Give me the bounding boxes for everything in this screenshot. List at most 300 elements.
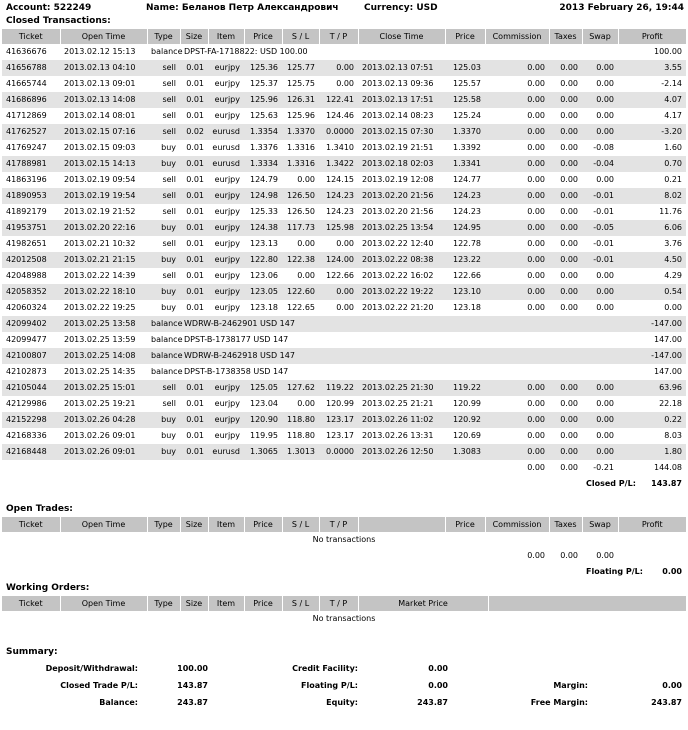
cell: 118.80 <box>282 412 319 428</box>
currency-label: Currency: USD <box>364 3 438 13</box>
cell: buy <box>161 303 176 312</box>
cell: 125.03 <box>445 60 485 76</box>
summary-label: Equity: <box>326 698 358 707</box>
cell: 4.17 <box>664 111 682 120</box>
cell: 0.01 <box>180 188 208 204</box>
cell: 0.00 <box>527 399 545 408</box>
cell: eurjpy <box>208 60 244 76</box>
summary-label: Free Margin: <box>530 698 588 707</box>
profit-cell: 147.00 <box>654 367 682 376</box>
cell: 0.01 <box>186 143 204 152</box>
cell: 0.0000 <box>319 124 358 140</box>
cell: 0.00 <box>549 156 582 172</box>
cell: 63.96 <box>618 380 686 396</box>
column-header: Size <box>180 517 208 532</box>
cell: 0.00 <box>549 380 582 396</box>
cell: 122.60 <box>282 284 319 300</box>
closed-totals-row <box>2 460 686 476</box>
cell: 0.01 <box>180 92 208 108</box>
cell: 118.80 <box>287 431 315 440</box>
cell: sell <box>147 92 180 108</box>
cell: 1.3410 <box>326 143 354 152</box>
transaction-row <box>2 412 686 428</box>
cell: eurjpy <box>214 207 240 216</box>
open-trades-title: Open Trades: <box>6 504 73 514</box>
cell: buy <box>147 220 180 236</box>
cell: eurjpy <box>214 271 240 280</box>
cell: 0.00 <box>596 111 614 120</box>
cell: 125.33 <box>250 207 278 216</box>
cell: eurjpy <box>208 188 244 204</box>
ticket-cell: 41636676 <box>6 47 47 56</box>
column-header: Taxes <box>549 29 582 44</box>
cell: 0.00 <box>527 271 545 280</box>
column-header: S / L <box>282 517 319 532</box>
open-empty-text: No transactions <box>312 535 376 544</box>
cell: 1.3392 <box>453 143 481 152</box>
transaction-row <box>2 380 686 396</box>
column-header: Close Time <box>358 29 445 44</box>
cell: 0.00 <box>664 303 682 312</box>
working-empty-text: No transactions <box>312 614 376 623</box>
closed-transactions-table <box>2 29 686 492</box>
cell: 126.50 <box>287 207 315 216</box>
closed-body <box>2 44 686 492</box>
cell: -3.20 <box>618 124 686 140</box>
cell: 0.00 <box>485 412 549 428</box>
cell: 0.01 <box>186 303 204 312</box>
transaction-row <box>2 444 686 460</box>
summary-label <box>452 660 592 677</box>
column-header: S / L <box>282 596 319 611</box>
cell: 0.00 <box>582 284 618 300</box>
cell: 0.01 <box>180 60 208 76</box>
transaction-row <box>2 124 686 140</box>
cell: 1.3013 <box>282 444 319 460</box>
type-cell: balance <box>147 348 180 364</box>
cell: 2013.02.19 12:08 <box>362 175 434 184</box>
cell: -0.05 <box>582 220 618 236</box>
cell: 42129986 <box>6 399 47 408</box>
cell: 1.3422 <box>319 156 358 172</box>
balance-row <box>2 364 686 380</box>
summary-row <box>2 694 686 711</box>
cell: 125.96 <box>244 92 282 108</box>
name-label: Name: Беланов Петр Александрович <box>146 3 339 13</box>
cell: 0.00 <box>485 220 549 236</box>
cell: 41686896 <box>2 92 60 108</box>
cell: eurusd <box>208 156 244 172</box>
cell: sell <box>162 79 176 88</box>
closed-pl-value: 143.87 <box>651 479 682 488</box>
cell: -0.01 <box>593 207 614 216</box>
summary-row <box>2 660 686 677</box>
cell: 1.3341 <box>445 156 485 172</box>
type-cell: balance <box>151 367 183 376</box>
cell: 0.01 <box>180 252 208 268</box>
cell: 122.41 <box>319 92 358 108</box>
cell: 1.3316 <box>287 143 315 152</box>
cell: 2013.02.22 12:40 <box>362 239 434 248</box>
cell: 2013.02.25 21:21 <box>362 399 434 408</box>
cell: 0.00 <box>297 271 315 280</box>
cell: 124.23 <box>445 188 485 204</box>
cell: 2013.02.22 19:25 <box>64 303 136 312</box>
cell: 120.69 <box>453 431 481 440</box>
cell: 2013.02.15 14:13 <box>60 156 147 172</box>
cell: 4.29 <box>664 271 682 280</box>
closed-total-cell: -0.21 <box>593 463 614 472</box>
cell: 2013.02.13 14:08 <box>60 92 147 108</box>
cell: 2013.02.22 14:39 <box>64 271 136 280</box>
spacer-cell <box>2 460 485 476</box>
profit-cell: -147.00 <box>618 316 686 332</box>
summary-row <box>2 677 686 694</box>
type-cell: balance <box>147 316 180 332</box>
column-header: T / P <box>319 596 358 611</box>
cell: 0.00 <box>582 60 618 76</box>
cell: 0.01 <box>186 175 204 184</box>
cell: 42012508 <box>2 252 60 268</box>
cell: 0.00 <box>485 156 549 172</box>
cell: 0.00 <box>560 79 578 88</box>
cell: 0.00 <box>527 79 545 88</box>
cell: eurjpy <box>208 92 244 108</box>
cell: 123.17 <box>319 412 358 428</box>
transaction-row <box>2 60 686 76</box>
cell: -0.08 <box>593 143 614 152</box>
cell: 125.24 <box>453 111 481 120</box>
cell: 2013.02.21 21:15 <box>60 252 147 268</box>
cell: 123.17 <box>326 431 354 440</box>
cell: 2013.02.25 15:01 <box>60 380 147 396</box>
cell: 120.99 <box>453 399 481 408</box>
cell: sell <box>147 188 180 204</box>
cell: buy <box>161 431 176 440</box>
cell: 2013.02.13 04:10 <box>60 60 147 76</box>
cell: 125.77 <box>282 60 319 76</box>
open-time-cell: 2013.02.25 13:58 <box>60 316 147 332</box>
cell: 0.00 <box>485 284 549 300</box>
cell: 119.22 <box>445 380 485 396</box>
cell: eurusd <box>212 143 240 152</box>
open-totals-row <box>2 548 686 564</box>
summary-label: Credit Facility: <box>292 664 358 673</box>
cell: 0.54 <box>618 284 686 300</box>
balance-comment-cell: DPST-FA-1718822: USD 100.00 <box>184 47 308 56</box>
cell: 125.57 <box>453 79 481 88</box>
type-cell: balance <box>151 47 183 56</box>
closed-pl-row <box>2 476 686 492</box>
transaction-row <box>2 172 686 188</box>
cell: eurjpy <box>208 220 244 236</box>
cell: 124.46 <box>326 111 354 120</box>
column-header: Swap <box>582 29 618 44</box>
column-header-blank <box>488 596 686 611</box>
cell: 1.3316 <box>282 156 319 172</box>
cell: 124.95 <box>445 220 485 236</box>
transaction-row <box>2 156 686 172</box>
summary-value <box>592 660 686 677</box>
cell: 126.50 <box>282 188 319 204</box>
transaction-row <box>2 220 686 236</box>
report-datetime: 2013 February 26, 19:44 <box>559 3 684 13</box>
cell: 3.76 <box>664 239 682 248</box>
open-time-cell: 2013.02.25 14:35 <box>64 367 136 376</box>
cell: 0.00 <box>582 444 618 460</box>
cell: 1.3370 <box>282 124 319 140</box>
cell: 1.80 <box>618 444 686 460</box>
cell: 0.00 <box>319 60 358 76</box>
cell: eurjpy <box>208 412 244 428</box>
transaction-row <box>2 92 686 108</box>
ticket-cell: 42102873 <box>6 367 47 376</box>
cell: 0.22 <box>618 412 686 428</box>
report-header <box>0 0 688 14</box>
column-header: Ticket <box>2 29 60 44</box>
cell: 123.10 <box>445 284 485 300</box>
cell: 2013.02.14 08:23 <box>362 111 434 120</box>
cell: 122.38 <box>282 252 319 268</box>
cell: 2013.02.26 13:31 <box>362 431 434 440</box>
cell: 0.00 <box>297 175 315 184</box>
cell: 0.01 <box>186 239 204 248</box>
cell: 2013.02.19 21:51 <box>362 143 434 152</box>
cell: 0.01 <box>186 79 204 88</box>
open-total-swap: 0.00 <box>596 551 614 560</box>
account-label: Account: 522249 <box>6 3 92 13</box>
cell: 117.73 <box>282 220 319 236</box>
transaction-row <box>2 252 686 268</box>
cell: 124.23 <box>319 188 358 204</box>
open-header-row <box>2 517 686 532</box>
balance-comment-cell: WDRW-B-2462918 USD 147 <box>180 348 618 364</box>
cell: 0.00 <box>582 124 618 140</box>
closed-header-row <box>2 29 686 44</box>
balance-comment-cell: DPST-B-1738358 USD 147 <box>184 367 289 376</box>
summary-value: 0.00 <box>428 681 448 690</box>
open-total-commission: 0.00 <box>527 551 545 560</box>
cell: 4.07 <box>618 92 686 108</box>
cell: 0.00 <box>527 303 545 312</box>
cell: 0.00 <box>336 79 354 88</box>
cell: 41769247 <box>6 143 47 152</box>
cell: 0.00 <box>485 92 549 108</box>
cell: 41863196 <box>6 175 47 184</box>
column-header: Swap <box>582 517 618 532</box>
cell: 0.00 <box>297 239 315 248</box>
cell: 0.00 <box>596 79 614 88</box>
cell: 2013.02.20 21:56 <box>358 188 445 204</box>
cell: 124.00 <box>319 252 358 268</box>
working-empty-row <box>2 611 686 627</box>
cell: 124.77 <box>453 175 481 184</box>
cell: 123.04 <box>250 399 278 408</box>
cell: buy <box>147 412 180 428</box>
transaction-row <box>2 268 686 284</box>
summary-label: Floating P/L: <box>301 681 358 690</box>
cell: 123.18 <box>453 303 481 312</box>
cell: 8.02 <box>618 188 686 204</box>
cell: 2013.02.25 13:54 <box>358 220 445 236</box>
cell: -0.04 <box>582 156 618 172</box>
balance-row <box>2 316 686 332</box>
cell: 124.38 <box>244 220 282 236</box>
cell: 42060324 <box>6 303 47 312</box>
cell: 122.66 <box>326 271 354 280</box>
cell: 42105044 <box>2 380 60 396</box>
cell: 41953751 <box>2 220 60 236</box>
column-header: Ticket <box>2 517 60 532</box>
cell: 1.60 <box>664 143 682 152</box>
cell: 42152298 <box>2 412 60 428</box>
cell: 1.3370 <box>445 124 485 140</box>
summary-body <box>2 660 686 711</box>
cell: 127.62 <box>282 380 319 396</box>
cell: 0.00 <box>596 431 614 440</box>
cell: 0.00 <box>549 412 582 428</box>
working-header-row <box>2 596 686 611</box>
cell: 3.55 <box>618 60 686 76</box>
cell: 0.00 <box>527 431 545 440</box>
cell: 0.0000 <box>319 444 358 460</box>
column-header: Market Price <box>358 596 488 611</box>
cell: 0.00 <box>560 431 578 440</box>
cell: 2013.02.26 11:02 <box>358 412 445 428</box>
cell: eurjpy <box>214 239 240 248</box>
cell: eurjpy <box>214 431 240 440</box>
cell: 122.65 <box>287 303 315 312</box>
cell: 126.31 <box>282 92 319 108</box>
cell: 123.22 <box>445 252 485 268</box>
cell: buy <box>161 143 176 152</box>
cell: 0.00 <box>582 380 618 396</box>
cell: 0.00 <box>596 271 614 280</box>
cell: 119.22 <box>319 380 358 396</box>
cell: 2013.02.13 09:36 <box>362 79 434 88</box>
summary-label: Closed Trade P/L: <box>60 681 138 690</box>
summary-label: Margin: <box>553 681 588 690</box>
cell: 41712869 <box>6 111 47 120</box>
cell: 0.01 <box>186 431 204 440</box>
cell: 2013.02.25 19:21 <box>64 399 136 408</box>
cell: sell <box>162 175 176 184</box>
cell: 42168448 <box>2 444 60 460</box>
cell: 125.05 <box>244 380 282 396</box>
cell: 0.01 <box>186 207 204 216</box>
column-header: Item <box>208 596 244 611</box>
cell: 123.13 <box>250 239 278 248</box>
cell: 0.00 <box>596 175 614 184</box>
column-header: Size <box>180 29 208 44</box>
cell: sell <box>162 239 176 248</box>
floating-pl-row <box>2 564 686 580</box>
cell: 0.70 <box>618 156 686 172</box>
cell: 11.76 <box>659 207 682 216</box>
cell: 124.23 <box>453 207 481 216</box>
ticket-cell: 42100807 <box>2 348 60 364</box>
summary-label: Balance: <box>99 698 138 707</box>
cell: 0.00 <box>560 271 578 280</box>
cell: 0.00 <box>560 207 578 216</box>
cell: 2013.02.15 07:16 <box>60 124 147 140</box>
cell: 42058352 <box>2 284 60 300</box>
cell: 41892179 <box>6 207 47 216</box>
cell: 0.00 <box>549 60 582 76</box>
cell: sell <box>147 124 180 140</box>
cell: 0.02 <box>180 124 208 140</box>
profit-cell: 100.00 <box>654 47 682 56</box>
balance-row <box>2 348 686 364</box>
cell: 125.37 <box>250 79 278 88</box>
cell: 0.00 <box>527 207 545 216</box>
cell: 0.00 <box>560 111 578 120</box>
cell: 0.00 <box>527 175 545 184</box>
cell: 2013.02.19 19:54 <box>60 188 147 204</box>
cell: eurjpy <box>214 111 240 120</box>
cell: 125.58 <box>445 92 485 108</box>
open-total-taxes: 0.00 <box>560 551 578 560</box>
transaction-row <box>2 108 686 124</box>
cell: 2013.02.22 21:20 <box>362 303 434 312</box>
profit-cell: -147.00 <box>618 348 686 364</box>
column-header: Profit <box>618 29 686 44</box>
closed-transactions-title: Closed Transactions: <box>6 16 111 26</box>
closed-pl-label: Closed P/L: <box>586 479 636 488</box>
column-header: Open Time <box>60 29 147 44</box>
summary-value: 0.00 <box>428 664 448 673</box>
transaction-row <box>2 76 686 92</box>
column-header: Price <box>244 596 282 611</box>
column-header: Price <box>445 29 485 44</box>
cell: 0.01 <box>180 444 208 460</box>
cell: -0.01 <box>593 239 614 248</box>
column-header: Item <box>208 517 244 532</box>
cell: 122.80 <box>244 252 282 268</box>
balance-row <box>2 332 686 348</box>
cell: 2013.02.22 08:38 <box>358 252 445 268</box>
cell: 120.90 <box>244 412 282 428</box>
cell: 1.3334 <box>244 156 282 172</box>
transaction-row <box>2 204 686 220</box>
cell: sell <box>162 111 176 120</box>
column-header: Open Time <box>60 596 147 611</box>
cell: 0.01 <box>186 111 204 120</box>
cell: eurjpy <box>214 399 240 408</box>
closed-total-cell: 144.08 <box>654 463 682 472</box>
summary-label: Deposit/Withdrawal: <box>45 664 138 673</box>
cell: 2013.02.26 09:01 <box>64 431 136 440</box>
cell: eurjpy <box>214 303 240 312</box>
cell: 122.66 <box>453 271 481 280</box>
column-header: Type <box>147 517 180 532</box>
cell: 0.00 <box>582 92 618 108</box>
summary-value: 243.87 <box>651 698 682 707</box>
spacer-cell <box>2 476 582 492</box>
transaction-row <box>2 428 686 444</box>
cell: 2013.02.26 09:01 <box>60 444 147 460</box>
cell: 1.3065 <box>244 444 282 460</box>
cell: 0.00 <box>549 444 582 460</box>
cell: 0.00 <box>560 239 578 248</box>
cell: sell <box>147 60 180 76</box>
cell: sell <box>147 380 180 396</box>
transaction-row <box>2 188 686 204</box>
cell: 0.00 <box>549 220 582 236</box>
cell: 0.01 <box>186 399 204 408</box>
cell: 122.78 <box>453 239 481 248</box>
cell: 123.18 <box>250 303 278 312</box>
